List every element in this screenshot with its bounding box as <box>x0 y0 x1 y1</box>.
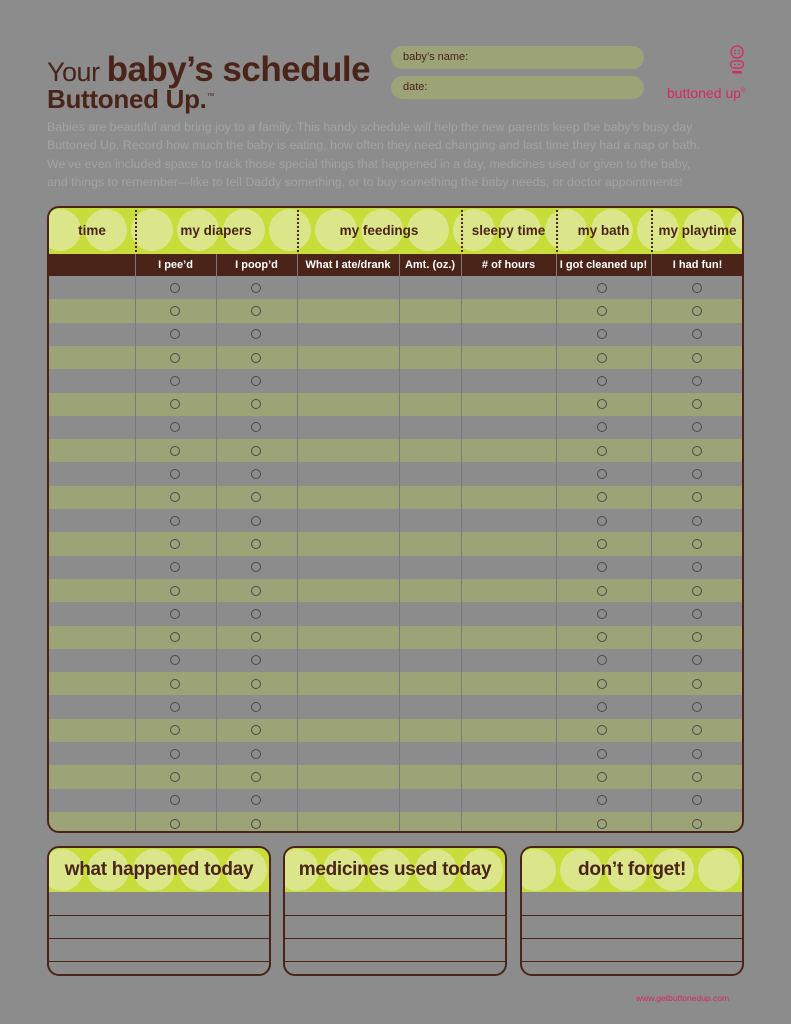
check-circle[interactable] <box>170 702 180 712</box>
col-poopd: I poop’d <box>235 259 278 271</box>
table-row <box>49 626 742 649</box>
ruled-line <box>49 938 269 939</box>
baby-name-field[interactable] <box>391 46 644 69</box>
check-circle[interactable] <box>597 353 607 363</box>
header-divider <box>297 210 299 252</box>
check-circle[interactable] <box>170 795 180 805</box>
table-row <box>49 719 742 742</box>
table-row <box>49 346 742 369</box>
check-circle[interactable] <box>692 562 702 572</box>
check-circle[interactable] <box>170 749 180 759</box>
check-circle[interactable] <box>597 819 607 829</box>
intro-line: and things to remember—like to tell Daddy something, or to buy something the baby needs, or doctor appointments! <box>47 175 683 190</box>
check-circle[interactable] <box>692 586 702 596</box>
box-header <box>49 848 269 892</box>
check-circle[interactable] <box>692 609 702 619</box>
check-circle[interactable] <box>692 446 702 456</box>
header-divider <box>461 210 463 252</box>
brand-logo-text <box>667 85 745 101</box>
check-circle[interactable] <box>597 283 607 293</box>
table-row <box>49 672 742 695</box>
check-circle[interactable] <box>597 725 607 735</box>
check-circle[interactable] <box>251 749 261 759</box>
table-row <box>49 789 742 812</box>
check-circle[interactable] <box>597 679 607 689</box>
check-circle[interactable] <box>251 632 261 642</box>
footer-url: www.getbuttonedup.com <box>636 993 730 1003</box>
date-field[interactable] <box>391 76 644 99</box>
check-circle[interactable] <box>170 562 180 572</box>
check-circle[interactable] <box>692 772 702 782</box>
check-circle[interactable] <box>170 516 180 526</box>
check-circle[interactable] <box>692 353 702 363</box>
check-circle[interactable] <box>251 353 261 363</box>
schedule-table <box>47 206 744 833</box>
table-row <box>49 602 742 625</box>
check-circle[interactable] <box>692 632 702 642</box>
table-row <box>49 765 742 788</box>
ruled-line <box>522 938 742 939</box>
check-circle[interactable] <box>597 422 607 432</box>
intro-paragraph <box>47 118 757 192</box>
box-header <box>522 848 742 892</box>
table-group-header <box>49 208 742 254</box>
table-row <box>49 276 742 299</box>
column-divider <box>135 254 136 831</box>
column-divider <box>216 254 217 831</box>
button-logo-icon <box>727 45 747 75</box>
ruled-line <box>285 915 505 916</box>
check-circle[interactable] <box>170 376 180 386</box>
check-circle[interactable] <box>251 772 261 782</box>
check-circle[interactable] <box>692 539 702 549</box>
check-circle[interactable] <box>692 819 702 829</box>
check-circle[interactable] <box>692 492 702 502</box>
table-row <box>49 532 742 555</box>
check-circle[interactable] <box>251 655 261 665</box>
col-hours: # of hours <box>481 259 536 271</box>
check-circle[interactable] <box>170 306 180 316</box>
check-circle[interactable] <box>692 725 702 735</box>
check-circle[interactable] <box>251 725 261 735</box>
check-circle[interactable] <box>251 562 261 572</box>
check-circle[interactable] <box>251 609 261 619</box>
check-circle[interactable] <box>251 539 261 549</box>
check-circle[interactable] <box>170 469 180 479</box>
table-row <box>49 509 742 532</box>
check-circle[interactable] <box>170 632 180 642</box>
check-circle[interactable] <box>170 772 180 782</box>
check-circle[interactable] <box>692 469 702 479</box>
check-circle[interactable] <box>597 516 607 526</box>
check-circle[interactable] <box>170 725 180 735</box>
table-row <box>49 323 742 346</box>
check-circle[interactable] <box>251 399 261 409</box>
table-row <box>49 649 742 672</box>
check-circle[interactable] <box>597 376 607 386</box>
check-circle[interactable] <box>597 749 607 759</box>
header-time: time <box>78 223 106 238</box>
check-circle[interactable] <box>597 586 607 596</box>
check-circle[interactable] <box>692 399 702 409</box>
column-divider <box>297 254 298 831</box>
title-main: baby’s schedule <box>106 50 371 89</box>
ruled-line <box>522 915 742 916</box>
check-circle[interactable] <box>692 702 702 712</box>
table-row <box>49 695 742 718</box>
check-circle[interactable] <box>251 679 261 689</box>
check-circle[interactable] <box>597 306 607 316</box>
intro-line: Buttoned Up. Record how much the baby is eating, how often they need changing and last time they had a nap or bath. <box>47 138 701 153</box>
header-divider <box>651 210 653 252</box>
check-circle[interactable] <box>251 492 261 502</box>
table-row <box>49 439 742 462</box>
table-row <box>49 742 742 765</box>
check-circle[interactable] <box>251 283 261 293</box>
table-row <box>49 416 742 439</box>
intro-line: We’ve even included space to track those special things that happened in a day, medicines used or given to the baby, <box>47 156 691 171</box>
header-my-playtime: my playtime <box>658 223 737 238</box>
table-column-header <box>49 254 742 276</box>
check-circle[interactable] <box>170 679 180 689</box>
check-circle[interactable] <box>251 516 261 526</box>
ruled-line <box>285 961 505 962</box>
check-circle[interactable] <box>170 539 180 549</box>
check-circle[interactable] <box>170 492 180 502</box>
check-circle[interactable] <box>692 655 702 665</box>
trademark: ™ <box>206 91 215 101</box>
check-circle[interactable] <box>251 795 261 805</box>
check-circle[interactable] <box>170 819 180 829</box>
baby-name-label: baby’s name: <box>403 51 469 63</box>
table-row <box>49 486 742 509</box>
table-row <box>49 556 742 579</box>
check-circle[interactable] <box>251 306 261 316</box>
table-row <box>49 579 742 602</box>
check-circle[interactable] <box>597 446 607 456</box>
check-circle[interactable] <box>251 329 261 339</box>
check-circle[interactable] <box>597 399 607 409</box>
check-circle[interactable] <box>251 376 261 386</box>
check-circle[interactable] <box>597 492 607 502</box>
brand-name: buttoned up <box>667 85 741 101</box>
check-circle[interactable] <box>251 702 261 712</box>
check-circle[interactable] <box>170 399 180 409</box>
check-circle[interactable] <box>170 655 180 665</box>
intro-line: Babies are beautiful and bring joy to a family. This handy schedule will help the new parents keep the baby’s busy day <box>47 120 693 134</box>
check-circle[interactable] <box>170 283 180 293</box>
header-divider <box>135 210 137 252</box>
header-my-bath: my bath <box>577 223 630 238</box>
check-circle[interactable] <box>251 586 261 596</box>
header-divider <box>556 210 558 252</box>
col-peed: I pee’d <box>158 259 193 271</box>
col-what-ate: What I ate/drank <box>305 259 391 271</box>
check-circle[interactable] <box>597 795 607 805</box>
dont-forget-box <box>520 846 744 976</box>
box-header <box>285 848 505 892</box>
column-divider <box>556 254 557 831</box>
check-circle[interactable] <box>597 702 607 712</box>
check-circle[interactable] <box>597 539 607 549</box>
table-row <box>49 369 742 392</box>
title-prefix: Your <box>47 57 100 87</box>
date-label: date: <box>403 81 428 93</box>
check-circle[interactable] <box>251 819 261 829</box>
check-circle[interactable] <box>692 329 702 339</box>
check-circle[interactable] <box>692 516 702 526</box>
check-circle[interactable] <box>597 562 607 572</box>
header-sleepy-time: sleepy time <box>471 223 546 238</box>
col-cleaned-up: I got cleaned up! <box>559 259 648 271</box>
check-circle[interactable] <box>251 469 261 479</box>
ruled-line <box>522 961 742 962</box>
check-circle[interactable] <box>692 795 702 805</box>
check-circle[interactable] <box>170 609 180 619</box>
ruled-line <box>49 915 269 916</box>
check-circle[interactable] <box>170 329 180 339</box>
check-circle[interactable] <box>597 632 607 642</box>
table-row <box>49 462 742 485</box>
col-amount: Amt. (oz.) <box>404 259 456 271</box>
check-circle[interactable] <box>251 446 261 456</box>
check-circle[interactable] <box>692 422 702 432</box>
check-circle[interactable] <box>692 306 702 316</box>
check-circle[interactable] <box>170 353 180 363</box>
brand-registered-mark: ® <box>740 88 746 95</box>
ruled-line <box>285 938 505 939</box>
check-circle[interactable] <box>692 679 702 689</box>
table-row <box>49 299 742 322</box>
check-circle[interactable] <box>692 283 702 293</box>
check-circle[interactable] <box>170 422 180 432</box>
column-divider <box>461 254 462 831</box>
col-had-fun: I had fun! <box>672 259 723 271</box>
header-my-feedings: my feedings <box>339 223 419 238</box>
column-divider <box>651 254 652 831</box>
column-divider <box>399 254 400 831</box>
check-circle[interactable] <box>170 586 180 596</box>
check-circle[interactable] <box>170 446 180 456</box>
check-circle[interactable] <box>597 609 607 619</box>
table-row <box>49 812 742 833</box>
check-circle[interactable] <box>597 772 607 782</box>
ruled-line <box>49 961 269 962</box>
check-circle[interactable] <box>597 329 607 339</box>
box-title: don’t forget! <box>578 859 686 880</box>
medicines-box <box>283 846 507 976</box>
subtitle-text: Buttoned Up. <box>47 84 207 114</box>
subtitle <box>47 84 214 115</box>
what-happened-box <box>47 846 271 976</box>
header-my-diapers: my diapers <box>180 223 252 238</box>
check-circle[interactable] <box>251 422 261 432</box>
check-circle[interactable] <box>692 376 702 386</box>
box-title: what happened today <box>64 859 254 880</box>
check-circle[interactable] <box>692 749 702 759</box>
box-title: medicines used today <box>298 859 492 880</box>
table-row <box>49 393 742 416</box>
check-circle[interactable] <box>597 655 607 665</box>
check-circle[interactable] <box>597 469 607 479</box>
